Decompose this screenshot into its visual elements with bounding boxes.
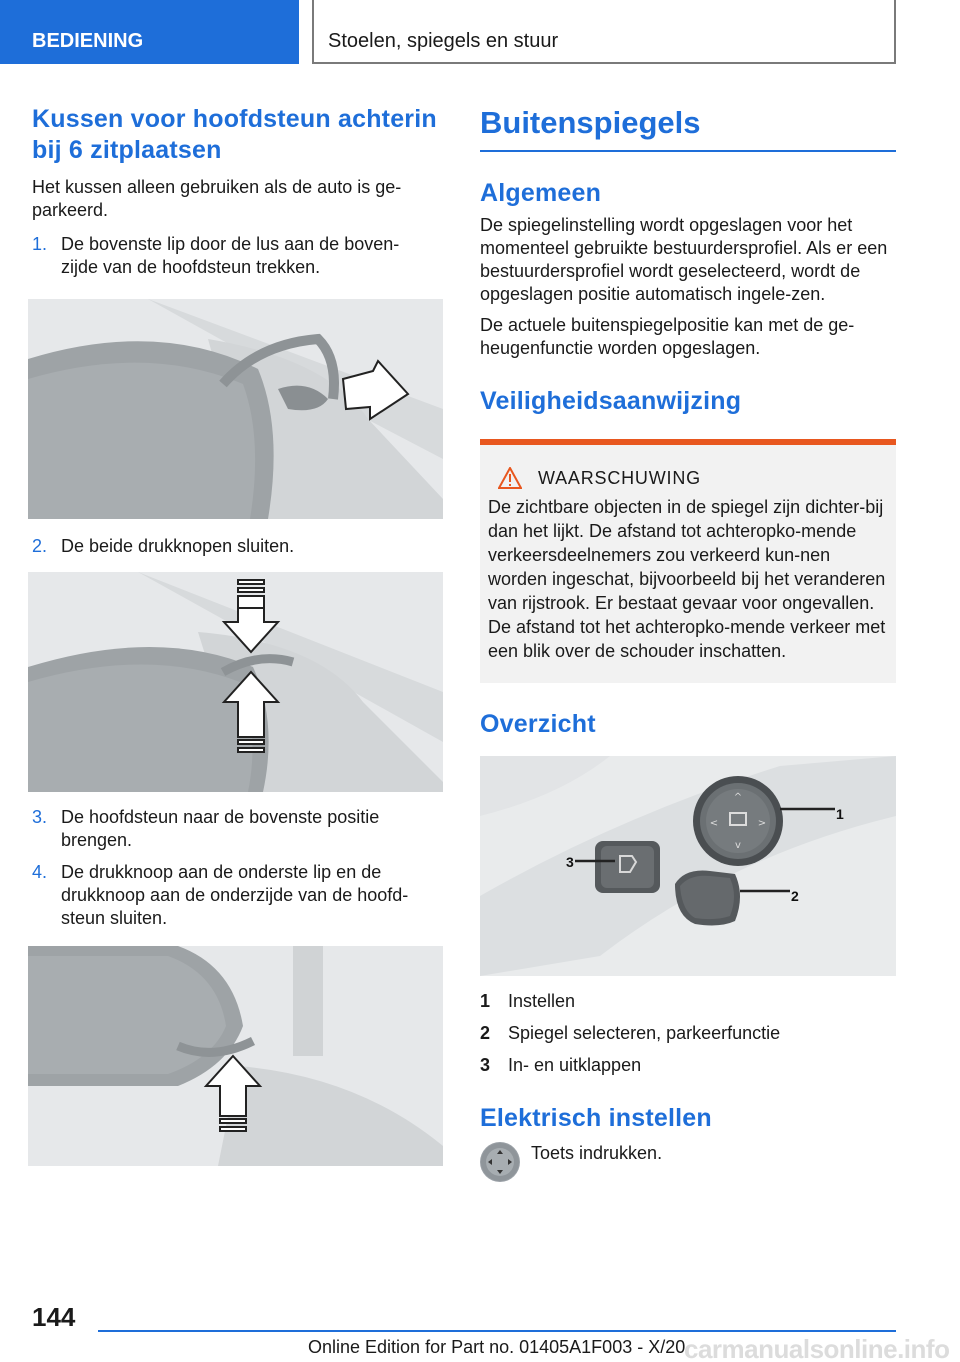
headrest-figure-1: [28, 299, 443, 519]
page-number: 144: [32, 1302, 76, 1332]
step-1: [32, 233, 427, 279]
headrest-cushion-heading: Kussen voor hoofdsteun achterin bij 6 zitplaatsen: [32, 105, 437, 164]
step-text: De beide drukknopen sluiten.: [61, 536, 295, 556]
step-4: [32, 861, 427, 930]
general-text-2: De actuele buitenspiegelpositie kan met de ge-heugenfunctie worden opgeslagen.: [480, 315, 855, 358]
warning-box: [480, 439, 896, 683]
exterior-mirrors-title: Buitenspiegels: [480, 105, 701, 140]
step-3: [32, 806, 427, 852]
left-column: [32, 104, 444, 1166]
general-heading: Algemeen: [480, 179, 602, 207]
warning-text: De zichtbare objecten in de spiegel zijn dichter-bij dan het lijkt. De afstand tot achteropko-mende verkeersdeelnemers zou verkeerd kun-nen worden ingeschat, bijvoorbeeld bij het veranderen van rijstrook. Er bestaat gevaar voor ongevallen. De afstand tot het achteropko-mende verkeer met een blik over de schouder inschatten.: [488, 497, 886, 661]
general-text-1: De spiegelinstelling wordt opgeslagen voor het momenteel gebruikte bestuurdersprofiel. Als er een bestuurdersprofiel wordt geselecteerd, wordt de opgeslagen positie automatisch ingele-zen.: [480, 215, 888, 304]
svg-text:<: <: [709, 818, 719, 829]
svg-text:>: >: [757, 818, 767, 829]
title-divider: [480, 150, 896, 152]
legend-item: 3 In- en uitklappen: [480, 1055, 642, 1075]
step-text: De bovenste lip door de lus aan de boven-zijde van de hoofdsteun trekken.: [61, 234, 400, 277]
callout-3: 3: [566, 854, 574, 870]
footer-brand-watermark: carmanualsonline.info: [684, 1334, 950, 1362]
callout-1: 1: [836, 806, 844, 822]
header-chapter-title: Stoelen, spiegels en stuur: [312, 0, 896, 64]
legend-item: 1 Instellen: [480, 991, 576, 1011]
header-section-tab: BEDIENING: [0, 0, 299, 64]
overview-legend: [480, 990, 896, 1077]
step-number: 1.: [32, 234, 48, 254]
electric-adjust-text: Toets indrukken.: [531, 1143, 663, 1163]
mirror-adjust-button-icon: [480, 1142, 520, 1182]
step-2: [32, 535, 427, 558]
step-number: 2.: [32, 536, 48, 556]
right-column: [480, 104, 896, 1186]
step-number: 4.: [32, 862, 48, 882]
warning-label: WAARSCHUWING: [538, 467, 701, 488]
warning-triangle-icon: [498, 467, 522, 489]
headrest-figure-2: [28, 572, 443, 792]
electric-adjust-heading: Elektrisch instellen: [480, 1104, 712, 1132]
callout-2: 2: [791, 888, 799, 904]
svg-text:^: ^: [733, 792, 743, 803]
footer-divider: [98, 1330, 896, 1332]
step-text: De drukknoop aan de onderste lip en de drukknoop aan de onderzijde van de hoofd-steun sluiten.: [61, 862, 409, 928]
mirror-controls-figure: [480, 756, 896, 976]
step-text: De hoofdsteun naar de bovenste positie brengen.: [61, 807, 380, 850]
headrest-figure-3: [28, 946, 443, 1166]
svg-text:v: v: [735, 840, 741, 851]
legend-item: 2 Spiegel selecteren, parkeerfunctie: [480, 1023, 781, 1043]
footer-edition-text: Online Edition for Part no. 01405A1F003 - X/20: [308, 1337, 686, 1357]
overview-heading: Overzicht: [480, 710, 596, 738]
headrest-intro-text: Het kussen alleen gebruiken als de auto is ge-parkeerd.: [32, 177, 402, 220]
step-number: 3.: [32, 807, 48, 827]
safety-heading: Veiligheidsaanwijzing: [480, 387, 742, 415]
